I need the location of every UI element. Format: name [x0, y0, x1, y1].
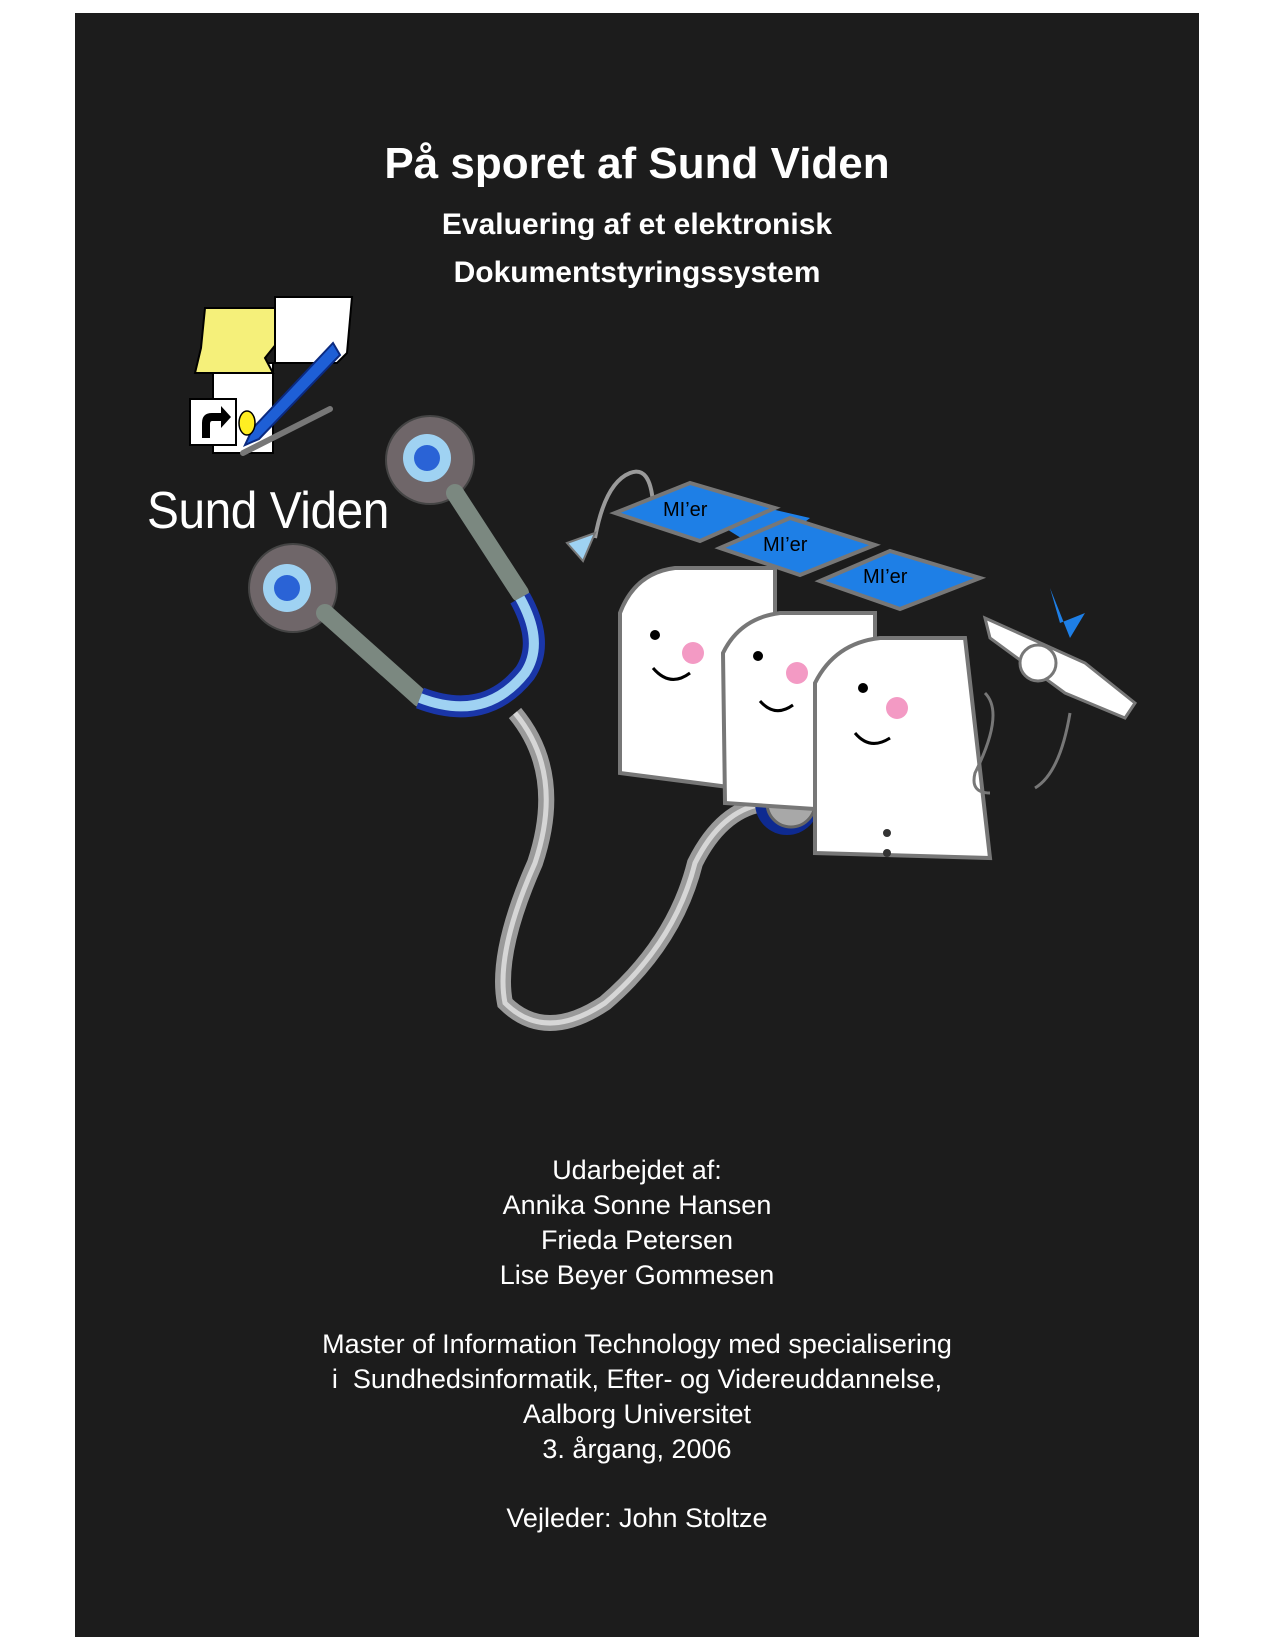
cap-label-1: MI’er	[663, 499, 708, 521]
author-name: Annika Sonne Hansen	[502, 1190, 772, 1220]
author-name: Frieda Petersen	[540, 1225, 734, 1255]
logo-text: Sund Viden	[147, 482, 389, 540]
diploma-scroll-icon	[985, 588, 1135, 788]
cap-label-2: MI’er	[763, 534, 808, 556]
author-name: Lise Beyer Gommesen	[499, 1260, 775, 1290]
shortcut-arrow-icon	[190, 399, 236, 445]
year: 3. årgang, 2006	[542, 1434, 732, 1464]
university: Aalborg Universitet	[522, 1399, 752, 1429]
page-title: På sporet af Sund Viden	[384, 139, 890, 188]
prepared-by-label: Udarbejdet af:	[552, 1155, 722, 1185]
subtitle-line1: Evaluering af et elektronisk	[441, 208, 833, 241]
credits-block	[75, 1153, 1199, 1536]
program-line2: i Sundhedsinformatik, Efter- og Videreuddannelse,	[331, 1364, 943, 1394]
cover-page	[75, 13, 1199, 1637]
cap-label-3: MI’er	[863, 566, 908, 588]
subtitle-line2: Dokumentstyringssystem	[453, 256, 821, 289]
supervisor: Vejleder: John Stoltze	[506, 1503, 768, 1533]
program-line1: Master of Information Technology med specialisering	[322, 1329, 952, 1359]
graduates-illustration	[567, 472, 993, 858]
